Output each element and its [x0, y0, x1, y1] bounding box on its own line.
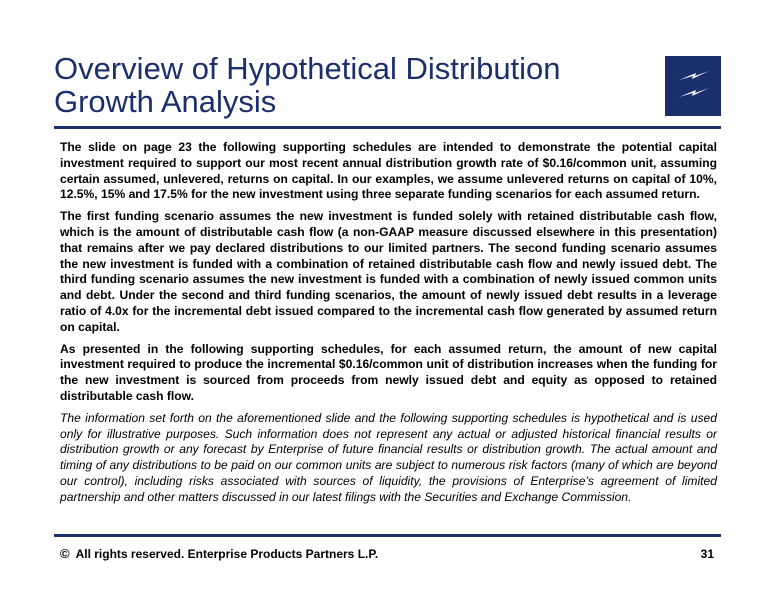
body-paragraph-3: As presented in the following supporting schedules, for each assumed return, the amount of new capital investment required to produce the incremental $0.16/common unit of distribution increases when the funding for the new investment is sourced from proceeds from newly issued debt and equity as opposed to retained distributable cash flow. — [60, 341, 717, 403]
page-title-line-1: Overview of Hypothetical Distribution — [54, 51, 561, 86]
page-number: 31 — [700, 547, 714, 561]
lightning-bolt-logo-icon — [665, 56, 721, 116]
page-title — [54, 52, 634, 118]
body-paragraph-2: The first funding scenario assumes the new investment is funded solely with retained distributable cash flow, which is the amount of distributable cash flow (a non-GAAP measure discussed elsewhere in this presentation) that remains after we pay declared distributions to our limited partners. The second funding scenario assumes the new investment is funded with a combination of retained distributable cash flow and newly issued debt. The third funding scenario assumes the new investment is funded with a combination of newly issued common units and debt. Under the second and third funding scenarios, the amount of newly issued debt results in a leverage ratio of 4.0x for the incremental debt issued compared to the incremental cash flow generated by assumed return on capital. — [60, 209, 717, 334]
header-divider — [54, 126, 721, 129]
footer — [60, 546, 717, 562]
copyright-text: All rights reserved. Enterprise Products Partners L.P. — [75, 547, 379, 561]
page-title-line-2: Growth Analysis — [54, 84, 277, 119]
body-content — [60, 140, 717, 506]
copyright-icon: © — [60, 546, 70, 561]
footer-divider — [54, 534, 721, 537]
body-paragraph-1: The slide on page 23 the following supporting schedules are intended to demonstrate the potential capital investment required to support our most recent annual distribution growth rate of $0.16/common unit, assuming certain assumed, unlevered, returns on capital. In our examples, we assume unlevered returns on capital of 10%, 12.5%, 15% and 17.5% for the new investment using three separate funding scenarios for each assumed return. — [60, 140, 717, 202]
disclaimer-paragraph: The information set forth on the aforementioned slide and the following supporting schedules is hypothetical and is used only for illustrative purposes. Such information does not represent any actual or adjusted historical financial results or distribution growth or any forecast by Enterprise of future financial results or distribution growth. The actual amount and timing of any distributions to be paid on our common units are subject to numerous risk factors (many of which are beyond our control), including risks associated with sources of liquidity, the provisions of Enterprise’s agreement of limited partnership and other matters discussed in our latest filings with the Securities and Exchange Commission. — [60, 410, 717, 504]
